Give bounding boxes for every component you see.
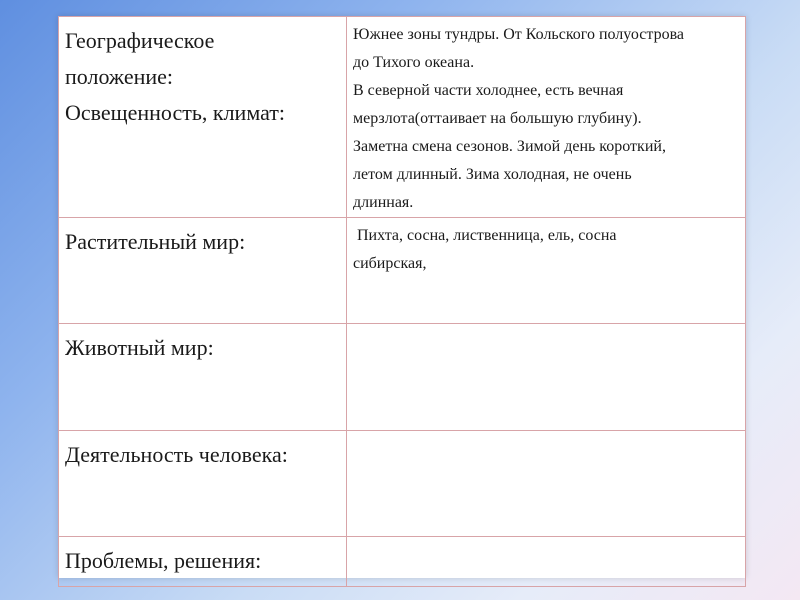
content-line: Южнее зоны тундры. От Кольского полуострова	[353, 26, 685, 43]
label-line: Животный мир:	[65, 335, 214, 360]
row-content-human-activity	[347, 431, 746, 537]
content-line: Пихта, сосна, лиственница, ель, сосна	[357, 227, 617, 244]
row-content-geography	[347, 17, 746, 218]
content-line: В северной части холоднее, есть вечная	[353, 82, 624, 99]
row-content-flora	[347, 218, 746, 324]
row-label-human-activity	[59, 431, 347, 537]
content-line: летом длинный. Зима холодная, не очень	[353, 166, 632, 183]
table-row-fauna	[59, 324, 746, 431]
table-row-geography	[59, 17, 746, 218]
info-table	[58, 16, 746, 587]
row-content-problems	[347, 537, 746, 587]
content-line: длинная.	[353, 194, 414, 211]
content-line: Заметна смена сезонов. Зимой день короткий,	[353, 138, 666, 155]
table-row-human-activity	[59, 431, 746, 537]
row-label-flora	[59, 218, 347, 324]
row-content-fauna	[347, 324, 746, 431]
row-label-problems	[59, 537, 347, 587]
table-row-problems	[59, 537, 746, 587]
label-line: Географическое	[65, 28, 215, 53]
row-label-fauna	[59, 324, 347, 431]
content-line: сибирская,	[353, 255, 427, 272]
content-line: до Тихого океана.	[353, 54, 475, 71]
label-line: Проблемы, решения:	[65, 548, 262, 573]
table-row-flora	[59, 218, 746, 324]
content-line: мерзлота(оттаивает на большую глубину).	[353, 110, 642, 127]
row-label-geography	[59, 17, 347, 218]
label-line: Освещенность, климат:	[65, 100, 286, 125]
label-line: положение:	[65, 64, 174, 89]
label-line: Растительный мир:	[65, 229, 246, 254]
label-line: Деятельность человека:	[65, 442, 288, 467]
